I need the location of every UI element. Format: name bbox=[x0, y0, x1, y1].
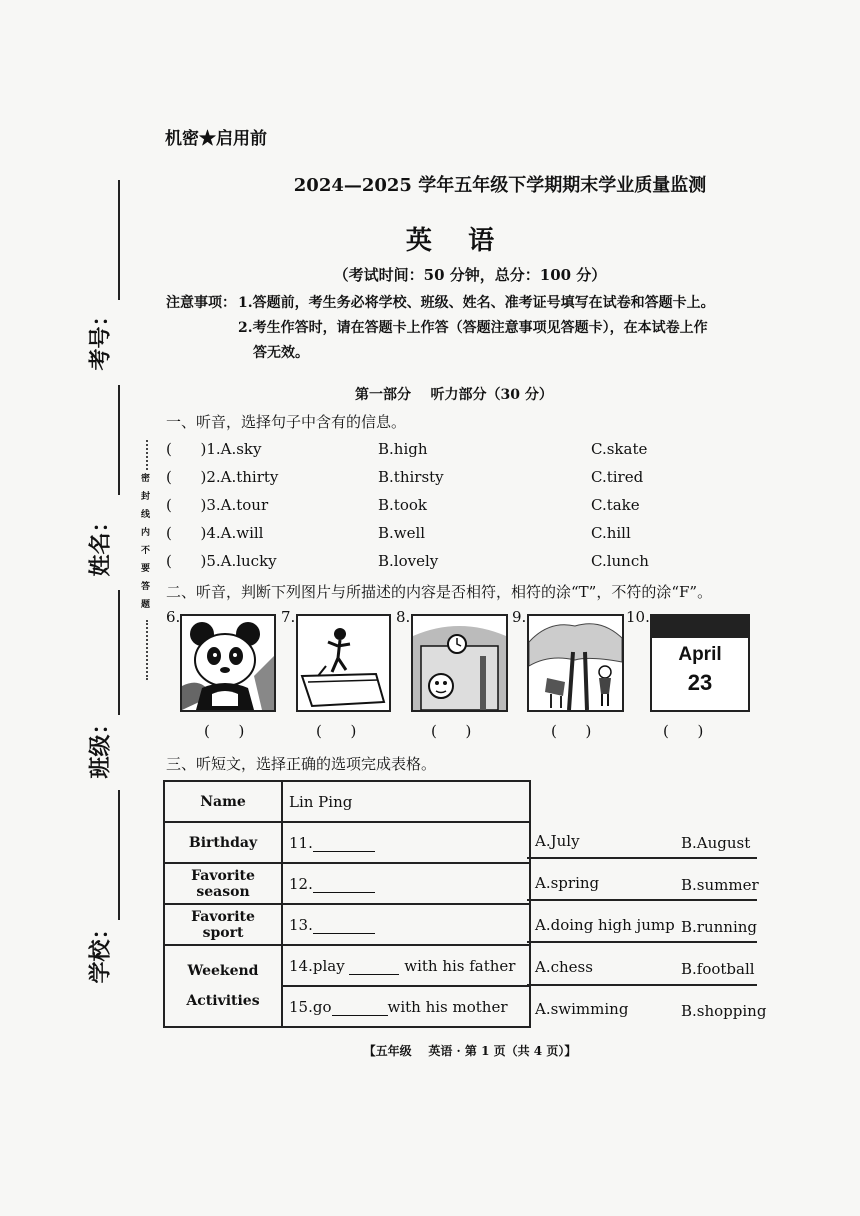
option-rule bbox=[527, 984, 757, 986]
question-option-c: C.take bbox=[591, 496, 640, 514]
answer-parenthesis: ( ) bbox=[663, 722, 704, 740]
table-row bbox=[164, 822, 530, 863]
answer-blank bbox=[313, 892, 375, 893]
row-value: Lin Ping bbox=[282, 781, 530, 822]
question-number: 11. bbox=[289, 833, 313, 852]
option-rule bbox=[527, 941, 757, 943]
option-b: B.August bbox=[681, 834, 751, 852]
row-label: Favorite season bbox=[164, 863, 282, 904]
boy-jumping-icon bbox=[296, 614, 391, 712]
info-table bbox=[163, 780, 531, 1028]
answer-cell bbox=[282, 863, 530, 904]
answer-cell bbox=[282, 945, 530, 986]
table-row bbox=[164, 781, 530, 822]
calendar-header bbox=[652, 616, 748, 638]
seal-line-text: 密封线内不要答题 bbox=[141, 474, 151, 610]
panda-icon bbox=[180, 614, 276, 712]
option-b: B.football bbox=[681, 960, 755, 978]
exam-number-label: 考号： bbox=[87, 304, 114, 371]
table-row bbox=[164, 904, 530, 945]
calendar-month: April bbox=[678, 644, 722, 665]
row-label: Favorite sport bbox=[164, 904, 282, 945]
option-a: A.spring bbox=[535, 874, 600, 892]
answer-blank bbox=[349, 974, 399, 975]
question-prefix: 14.play bbox=[289, 956, 345, 975]
binding-line bbox=[118, 790, 120, 920]
answer-cell bbox=[282, 986, 530, 1027]
weekend-activities-label bbox=[164, 945, 282, 1027]
question-suffix: with his father bbox=[404, 956, 516, 975]
row-label-line: Activities bbox=[186, 993, 260, 1009]
question-number: 13. bbox=[289, 915, 313, 934]
picture-number: 6. bbox=[166, 608, 181, 626]
notes-line-3: 答无效。 bbox=[253, 345, 309, 361]
student-name-label: 姓名： bbox=[87, 510, 114, 577]
exam-time-info: （考试时间：50 分钟，总分：100 分） bbox=[333, 266, 607, 284]
answer-cell bbox=[282, 822, 530, 863]
answer-parenthesis: ( ) bbox=[551, 722, 592, 740]
question-prefix: 15.go bbox=[289, 997, 332, 1016]
option-a: A.July bbox=[535, 832, 580, 850]
question-option-a: ( )1.A.sky bbox=[166, 440, 262, 458]
exam-title: 2024—2025 学年五年级下学期期末学业质量监测 bbox=[293, 175, 707, 196]
section-three-title: 三、听短文，选择正确的选项完成表格。 bbox=[166, 755, 437, 773]
part-one-title: 第一部分 听力部分（30 分） bbox=[355, 387, 553, 403]
option-b: B.summer bbox=[681, 876, 759, 894]
answer-blank bbox=[313, 851, 375, 852]
tree-and-child-icon bbox=[527, 614, 624, 712]
option-a: A.doing high jump bbox=[535, 916, 675, 934]
binding-line bbox=[118, 590, 120, 715]
question-option-a: ( )2.A.thirty bbox=[166, 468, 279, 486]
notes-line-1: 1.答题前，考生务必将学校、班级、姓名、准考证号填写在试卷和答题卡上。 bbox=[238, 295, 715, 311]
class-label: 班级： bbox=[87, 712, 114, 779]
seal-dotted-line bbox=[146, 440, 148, 470]
binding-line bbox=[118, 385, 120, 495]
page-footer: 【五年级 英语 · 第 1 页（共 4 页）】 bbox=[363, 1044, 577, 1058]
question-option-a: ( )5.A.lucky bbox=[166, 552, 277, 570]
question-option-b: B.well bbox=[378, 524, 426, 542]
question-option-b: B.took bbox=[378, 496, 427, 514]
answer-parenthesis: ( ) bbox=[316, 722, 357, 740]
option-a: A.swimming bbox=[535, 1000, 629, 1018]
question-suffix: with his mother bbox=[387, 997, 508, 1016]
question-option-c: C.lunch bbox=[591, 552, 649, 570]
section-two-title: 二、听音，判断下列图片与所描述的内容是否相符，相符的涂“T”，不符的涂“F”。 bbox=[166, 583, 713, 601]
section-one-title: 一、听音，选择句子中含有的信息。 bbox=[166, 413, 407, 431]
answer-cell bbox=[282, 904, 530, 945]
question-number: 12. bbox=[289, 874, 313, 893]
picture-number: 7. bbox=[281, 608, 296, 626]
question-option-c: C.tired bbox=[591, 468, 644, 486]
question-option-a: ( )3.A.tour bbox=[166, 496, 269, 514]
option-rule bbox=[527, 899, 757, 901]
notes-line-2: 2.考生作答时，请在答题卡上作答（答题注意事项见答题卡），在本试卷上作 bbox=[238, 320, 708, 336]
row-label-line: Weekend bbox=[187, 963, 259, 979]
answer-blank bbox=[313, 933, 375, 934]
subject-title: 英 语 bbox=[405, 226, 495, 256]
picture-number: 10. bbox=[626, 608, 650, 626]
question-option-b: B.high bbox=[378, 440, 428, 458]
question-option-b: B.lovely bbox=[378, 552, 439, 570]
calendar-day: 23 bbox=[687, 670, 713, 695]
question-option-c: C.skate bbox=[591, 440, 648, 458]
question-option-b: B.thirsty bbox=[378, 468, 444, 486]
calendar-icon bbox=[650, 614, 750, 712]
option-rule bbox=[527, 857, 757, 859]
answer-blank bbox=[332, 1015, 388, 1016]
binding-line bbox=[118, 180, 120, 300]
clock-tower-icon bbox=[411, 614, 508, 712]
school-label: 学校： bbox=[87, 917, 114, 984]
option-b: B.shopping bbox=[681, 1002, 767, 1020]
table-row bbox=[164, 863, 530, 904]
picture-number: 9. bbox=[512, 608, 527, 626]
row-label: Birthday bbox=[164, 822, 282, 863]
confidential-mark: 机密★启用前 bbox=[165, 129, 267, 149]
row-label: Name bbox=[164, 781, 282, 822]
notes-label: 注意事项： bbox=[166, 295, 236, 311]
answer-parenthesis: ( ) bbox=[204, 722, 245, 740]
question-option-a: ( )4.A.will bbox=[166, 524, 264, 542]
option-b: B.running bbox=[681, 918, 758, 936]
question-option-c: C.hill bbox=[591, 524, 631, 542]
table-row bbox=[164, 945, 530, 986]
answer-parenthesis: ( ) bbox=[431, 722, 472, 740]
option-a: A.chess bbox=[535, 958, 593, 976]
seal-dotted-line bbox=[146, 620, 148, 680]
picture-number: 8. bbox=[396, 608, 411, 626]
